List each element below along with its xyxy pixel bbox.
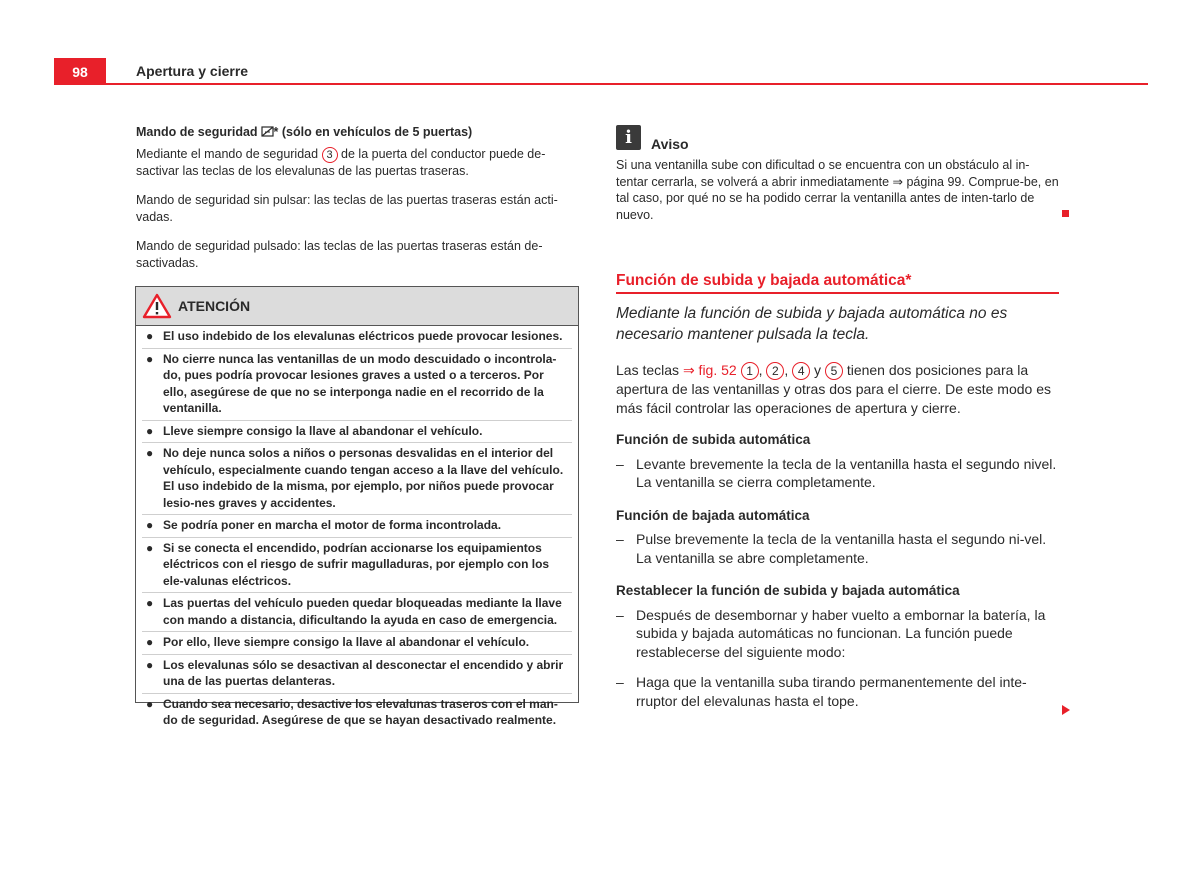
- info-icon: i: [616, 125, 641, 150]
- warning-item-text: Se podría poner en marcha el motor de forma incontrolada.: [163, 518, 502, 532]
- warning-item: [142, 515, 572, 538]
- callout-number: 1: [741, 362, 759, 380]
- bullet-icon: ●: [146, 596, 154, 610]
- left-column: [136, 124, 580, 284]
- header-rule: [54, 83, 1148, 85]
- warning-item-text: Los elevalunas sólo se desactivan al desconectar el encendido y abrir una de las puertas delanteras.: [163, 657, 564, 688]
- auto-up-heading: Función de subida automática: [616, 432, 811, 447]
- callout-number: 3: [322, 147, 338, 163]
- warning-item: [142, 694, 572, 732]
- bullet-icon: ●: [146, 423, 154, 438]
- warning-item: [142, 421, 572, 444]
- warning-item-text: El uso indebido de los elevalunas eléctricos puede provocar lesiones.: [163, 329, 563, 343]
- warning-list: [136, 326, 578, 732]
- section-intro: Mediante la función de subida y bajada automática no es necesario mantener pulsada la tecla.: [616, 305, 1008, 343]
- warning-item-text: Por ello, lleve siempre consigo la llave al abandonar el vehículo.: [163, 635, 530, 649]
- warning-item-text: No deje nunca solos a niños o personas desvalidas en el interior del vehículo, especialmente cuando tengan acceso a la llave del vehículo. El uso indebido de la misma, por ejemplo, por niños puede provocar lesio-nes graves y accidentes.: [163, 446, 564, 510]
- section-title: Función de subida y bajada automática*: [616, 272, 912, 289]
- safety-switch-paragraph: Mediante el mando de seguridad 3 de la puerta del conductor puede de-sactivar las teclas de los elevalunas de las puertas traseras.: [136, 147, 546, 178]
- warning-item: [142, 538, 572, 594]
- auto-down-heading: Función de bajada automática: [616, 507, 810, 523]
- bullet-icon: ●: [146, 540, 154, 555]
- chapter-title: Apertura y cierre: [136, 63, 249, 79]
- list-item: – Levante brevemente la tecla de la ventanilla hasta el segundo nivel. La ventanilla se cierra completamente.: [616, 455, 1057, 490]
- callout-number: 4: [792, 362, 810, 380]
- keys-paragraph: Las teclas ⇒ fig. 52 1 , 2 , 4 y 5 tienen dos posiciones para la apertura de las ventanillas y otras dos para el cierre. De este modo es más fácil controlar las operaciones de apertura y cierre.: [616, 362, 1052, 416]
- warning-item-text: Cuando sea necesario, desactive los elevalunas traseros con el man-do de seguridad. Asegúrese de que se hayan desactivado realmente.: [163, 696, 558, 727]
- bullet-icon: ●: [146, 635, 154, 649]
- callout-number: 5: [825, 362, 843, 380]
- notice-text: Si una ventanilla sube con dificultad o se encuentra con un obstáculo al in-tentar cerrarla, se volverá a abrir inmediatamente ⇒ página 99. Comprue-be, en tal caso, por qué no se ha podido cerrar la ventanilla antes de inten-tarlo de nuevo.: [616, 158, 1059, 222]
- bullet-icon: ●: [146, 696, 154, 711]
- list-item: – Pulse brevemente la tecla de la ventanilla hasta el segundo ni-vel. La ventanilla se abre completamente.: [616, 531, 1047, 566]
- warning-box: [135, 286, 579, 727]
- list-item: – Haga que la ventanilla suba tirando permanentemente del inte-rruptor del elevalunas hasta el tope.: [616, 674, 1027, 709]
- warning-title: ATENCIÓN: [178, 298, 251, 314]
- switch-not-pressed-paragraph: Mando de seguridad sin pulsar: las teclas de las puertas traseras están acti-vadas.: [136, 193, 558, 224]
- child-lock-window-icon: [261, 126, 274, 137]
- page-number: 98: [54, 58, 106, 85]
- warning-item: [142, 655, 572, 694]
- warning-item-text: Lleve siempre consigo la llave al abandonar el vehículo.: [163, 423, 483, 438]
- section-end-marker: [1062, 210, 1069, 217]
- warning-item-text: No cierre nunca las ventanillas de un modo descuidado o incontrola-do, pues podría provocar lesiones graves a usted o a terceros. Por ello, asegúrese de que no se interponga nadie en el recorrido de la ventanilla.: [163, 351, 557, 415]
- reset-heading: Restablecer la función de subida y bajada automática: [616, 583, 960, 598]
- switch-pressed-paragraph: Mando de seguridad pulsado: las teclas de las puertas traseras están de-sactivadas.: [136, 239, 543, 270]
- warning-item: [142, 443, 572, 515]
- callout-number: 2: [766, 362, 784, 380]
- warning-item: [142, 593, 572, 632]
- warning-item-text: Si se conecta el encendido, podrían accionarse los equipamientos eléctricos con el riesgo de sufrir magulladuras, por ejemplo con los ele-valunas eléctricos.: [163, 540, 550, 588]
- list-item: – Después de desembornar y haber vuelto a embornar la batería, la subida y bajada automáticas no funcionan. La función puede restablecerse del siguiente modo:: [616, 606, 1046, 660]
- warning-header: [136, 287, 578, 326]
- warning-item-text: Las puertas del vehículo pueden quedar bloqueadas mediante la llave con mando a distancia, dificultando la ayuda en caso de emergencia.: [163, 596, 562, 627]
- figure-reference-link[interactable]: ⇒ fig. 52: [682, 362, 737, 378]
- bullet-icon: ●: [146, 657, 154, 672]
- notice-title: Aviso: [651, 136, 689, 152]
- warning-triangle-icon: [142, 293, 172, 319]
- safety-switch-heading: Mando de seguridad * (sólo en vehículos de 5 puertas): [136, 125, 473, 139]
- section-body: [616, 361, 1060, 710]
- continue-arrow-icon: [1062, 705, 1070, 715]
- bullet-icon: ●: [146, 518, 154, 532]
- section-rule: [616, 292, 1059, 294]
- warning-item: [142, 632, 572, 655]
- bullet-icon: ●: [146, 351, 154, 366]
- bullet-icon: ●: [146, 446, 154, 460]
- bullet-icon: ●: [146, 329, 154, 343]
- warning-item: [142, 349, 572, 421]
- warning-item: [142, 326, 572, 349]
